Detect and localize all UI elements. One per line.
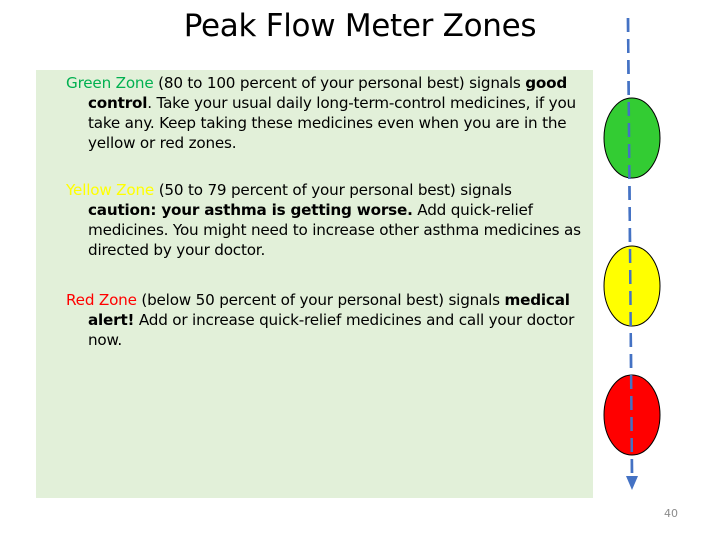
red-zone-item (44, 290, 584, 350)
green-zone-item (44, 73, 584, 153)
red-zone-text (66, 290, 584, 350)
down-arrow-icon (626, 476, 638, 490)
green-zone-range: (80 to 100 percent of your personal best) signals (153, 74, 526, 92)
yellow-zone-signal: caution: your asthma is getting worse. (88, 201, 413, 219)
yellow-zone-range: (50 to 79 percent of your personal best) signals (154, 181, 512, 199)
zone-indicator (590, 10, 680, 495)
red-zone-signal: medical alert! (88, 291, 570, 329)
zone-descriptions (36, 70, 593, 498)
red-zone-name: Red Zone (66, 291, 137, 309)
slide-title: Peak Flow Meter Zones (183, 8, 537, 44)
green-zone-circle (604, 98, 660, 178)
green-zone-advice: . Take your usual daily long-term-control medicines, if you take any. Keep taking these medicines even when you are in the yellow or red zones. (88, 94, 576, 152)
page-number: 40 (664, 507, 678, 520)
red-zone-range: (below 50 percent of your personal best) signals (136, 291, 505, 309)
yellow-zone-circle (604, 246, 660, 326)
green-zone-text (66, 73, 584, 153)
yellow-zone-advice: Add quick-relief medicines. You might need to increase other asthma medicines as directed by your doctor. (88, 201, 581, 259)
red-zone-advice: Add or increase quick-relief medicines and call your doctor now. (88, 311, 575, 349)
yellow-zone-item (44, 180, 584, 260)
yellow-zone-text (66, 180, 584, 260)
yellow-zone-name: Yellow Zone (66, 181, 155, 199)
green-zone-name: Green Zone (66, 74, 154, 92)
green-zone-signal: good control (88, 74, 568, 112)
